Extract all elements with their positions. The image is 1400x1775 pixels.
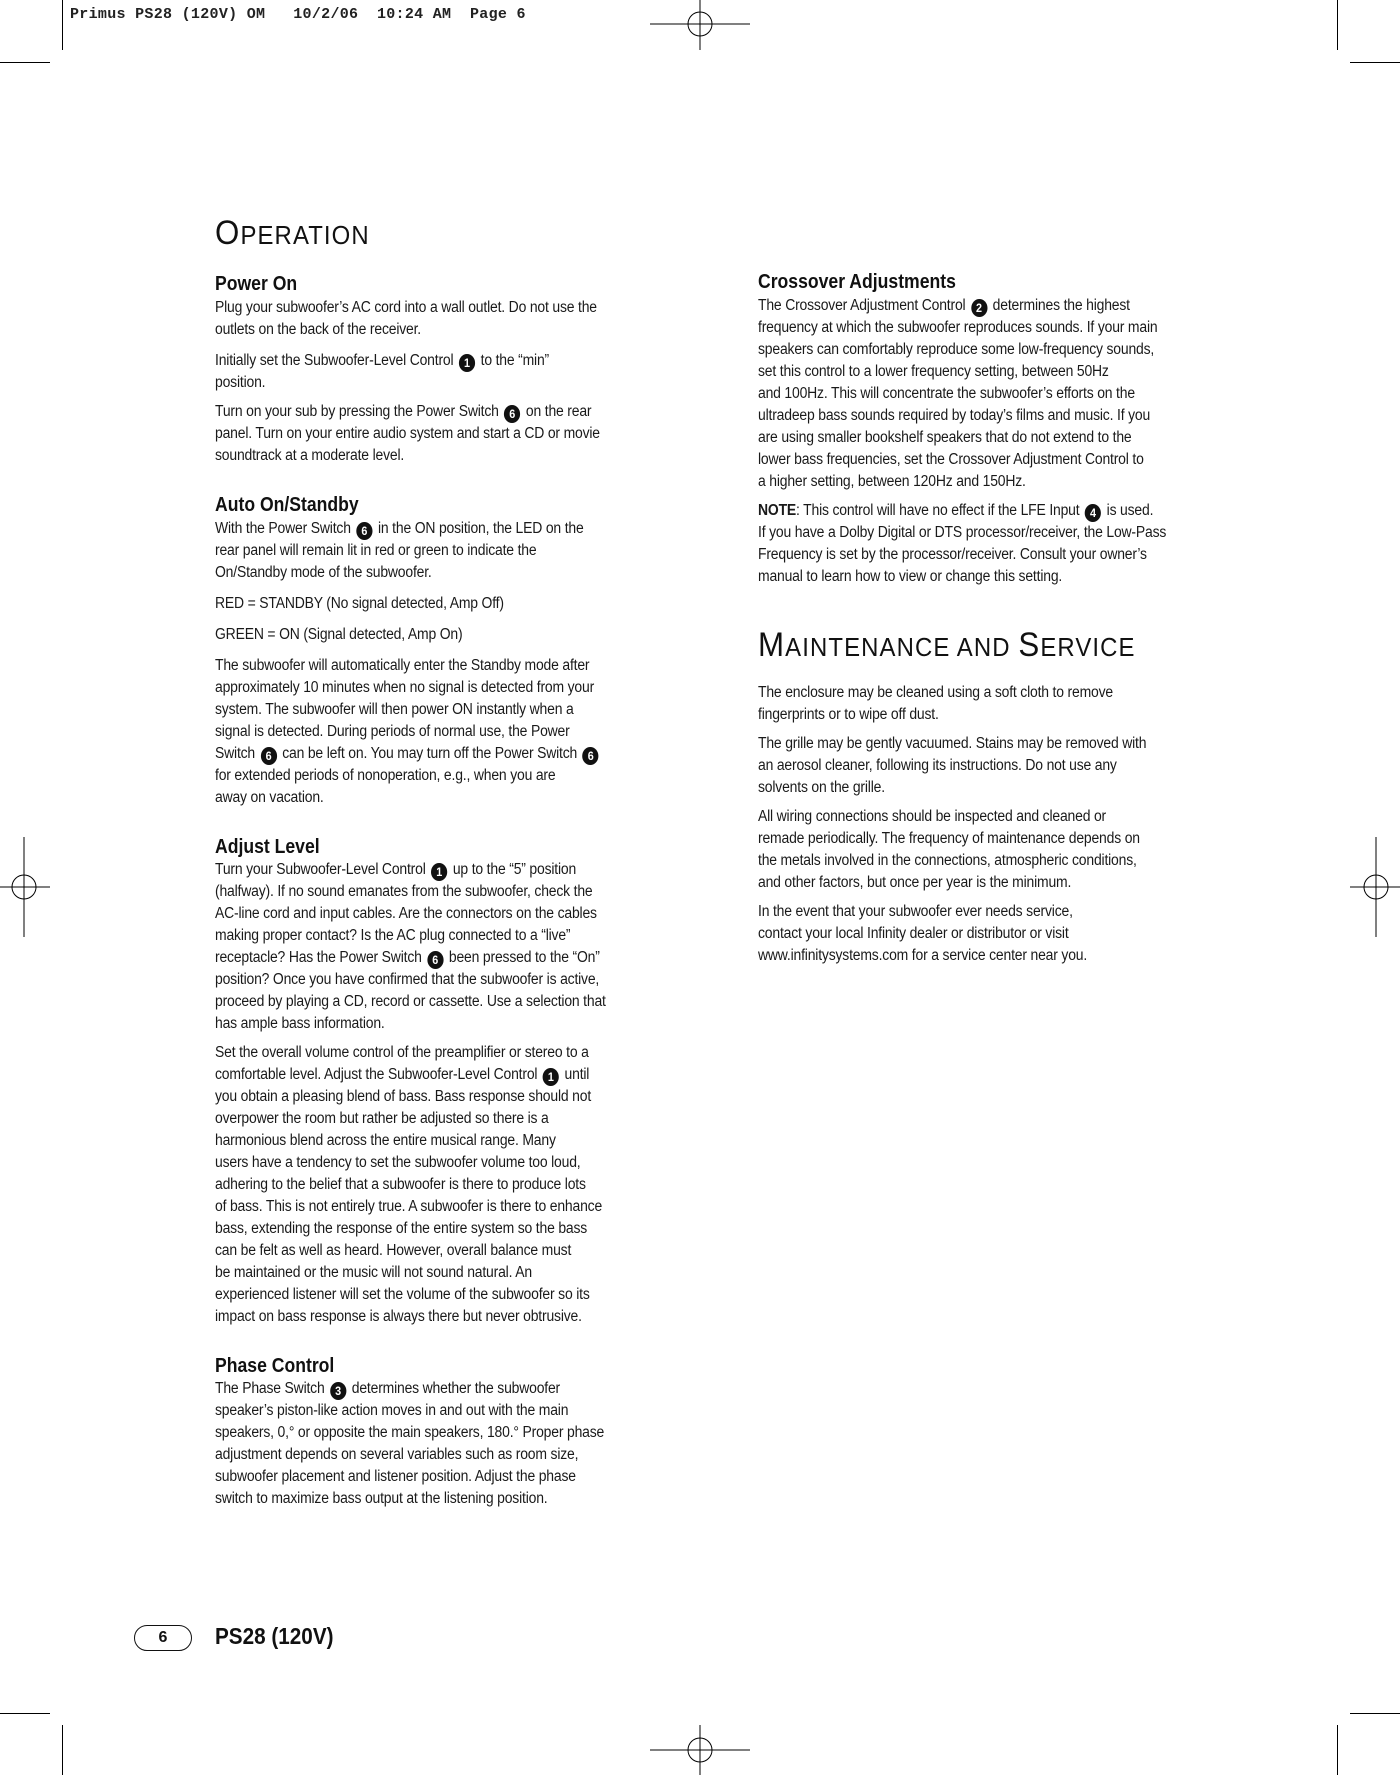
crop-mark [1350, 62, 1400, 63]
print-slug-line: Primus PS28 (120V) OM 10/2/06 10:24 AM Page 6 [70, 6, 526, 23]
page-number-badge: 6 [134, 1625, 192, 1651]
power-on-paragraph-1: Plug your subwoofer’s AC cord into a wall outlet. Do not use the outlets on the back of the receiver. [215, 299, 597, 338]
power-on-heading: Power On [215, 273, 298, 295]
power-on-paragraph-2: Initially set the Subwoofer-Level Control 1 to the “min” position. [215, 352, 550, 391]
callout-6-icon: 6 [504, 405, 520, 423]
maintenance-paragraph-2: The grille may be gently vacuumed. Stains may be removed with an aerosol cleaner, following its instructions. Do not use any solvents on the grille. [758, 735, 1147, 796]
registration-mark-icon [0, 837, 100, 937]
callout-1-icon: 1 [543, 1068, 559, 1086]
callout-1-icon: 1 [431, 863, 447, 881]
callout-3-icon: 3 [330, 1382, 346, 1400]
auto-on-paragraph-2: The subwoofer will automatically enter the Standby mode after approximately 10 minutes when no signal is detected from your system. The subwoofer will then power ON instantly when a signal is detected. During periods of normal use, the Power Switch 6 can be left on. You may turn off the Power Switch 6 for extended periods of nonoperation, e.g., when you are away on vacation. [215, 655, 643, 809]
callout-4-icon: 4 [1085, 504, 1101, 522]
auto-on-standby-heading: Auto On/Standby [215, 494, 359, 516]
adjust-level-paragraph-2: Set the overall volume control of the preamplifier or stereo to a comfortable level. Adjust the Subwoofer-Level Control 1 until you obtain a pleasing blend of bass. Bass response should not overpower the room but rather be adjusted so there is a harmonious blend across the entire musical range. Many users have a tendency to set the subwoofer volume too loud, adhering to the belief that a subwoofer is there to produce lots of bass. This is not entirely true. A subwoofer is there to enhance bass, extending the response of the entire system so the bass can be felt as well as heard. However, overall balance must be maintained or the music will not sound natural. An experienced listener will set the volume of the subwoofer so its impact on bass response is always there but never obtrusive. [215, 1044, 603, 1325]
registration-mark-icon [1300, 837, 1400, 937]
crop-mark [1350, 1713, 1400, 1714]
callout-6-icon: 6 [356, 522, 372, 540]
led-red-status: RED = STANDBY (No signal detected, Amp Off) [215, 595, 504, 612]
callout-6-icon: 6 [583, 747, 599, 765]
maintenance-and-service-title: MAINTENANCE AND SERVICE [758, 626, 1136, 664]
phase-control-heading: Phase Control [215, 1355, 335, 1377]
crossover-note: NOTE: This control will have no effect if the LFE Input 4 is used. If you have a Dolby Digital or DTS processor/receiver, the Low-Pass Frequency is set by the processor/receiver. Consult your owner’s manual to learn how to view or change this setting. [758, 502, 1167, 585]
note-label: NOTE [758, 502, 797, 519]
crop-mark [0, 1713, 50, 1714]
registration-mark-icon [650, 0, 750, 100]
adjust-level-heading: Adjust Level [215, 836, 320, 858]
maintenance-paragraph-3: All wiring connections should be inspected and cleaned or remade periodically. The frequency of maintenance depends on the metals involved in the connections, atmospheric conditions, and other factors, but once per year is the minimum. [758, 808, 1140, 891]
maintenance-paragraph-4: In the event that your subwoofer ever needs service, contact your local Infinity dealer or distributor or visit www.infinitysystems.com for a service center near you. [758, 903, 1088, 964]
auto-on-paragraph-1: With the Power Switch 6 in the ON position, the LED on the rear panel will remain lit in red or green to indicate the On/Standby mode of the subwoofer. [215, 520, 584, 581]
crossover-paragraph: The Crossover Adjustment Control 2 determines the highest frequency at which the subwoofer reproduces sounds. If your main speakers can comfortably reproduce some low-frequency sounds, set this control to a lower frequency setting, between 50Hz and 100Hz. This will concentrate the subwoofer’s efforts on the ultradeep bass sounds required by today’s films and music. If you are using smaller bookshelf speakers that do not extend to the lower bass frequencies, set the Crossover Adjustment Control to a higher setting, between 120Hz and 150Hz. [758, 297, 1158, 490]
maintenance-paragraph-1: The enclosure may be cleaned using a soft cloth to remove fingerprints or to wipe off dust. [758, 684, 1113, 723]
crop-mark [62, 0, 63, 50]
power-on-paragraph-3: Turn on your sub by pressing the Power Switch 6 on the rear panel. Turn on your entire audio system and start a CD or movie soundtrack at a moderate level. [215, 403, 600, 464]
crop-mark [1337, 0, 1338, 50]
callout-6-icon: 6 [261, 747, 277, 765]
crop-mark [62, 1725, 63, 1775]
phase-control-paragraph: The Phase Switch 3 determines whether the subwoofer speaker’s piston-like action moves in and out with the main speakers, 0,° or opposite the main speakers, 180.° Proper phase adjustment depends on several variables such as room size, subwoofer placement and listener position. Adjust the phase switch to maximize bass output at the listening position. [215, 1380, 605, 1507]
registration-mark-icon [650, 1675, 750, 1775]
callout-6-icon: 6 [427, 951, 443, 969]
callout-1-icon: 1 [459, 354, 475, 372]
callout-2-icon: 2 [971, 299, 987, 317]
adjust-level-paragraph-1: Turn your Subwoofer-Level Control 1 up to the “5” position (halfway). If no sound emanates from the subwoofer, check the AC-line cord and input cables. Are the connectors on the cables making proper contact? Is the AC plug connected to a “live” receptacle? Has the Power Switch 6 been pressed to the “On” position? Once you have confirmed that the subwoofer is active, proceed by playing a CD, record or cassette. Use a selection that has ample bass information. [215, 861, 606, 1032]
led-green-status: GREEN = ON (Signal detected, Amp On) [215, 626, 463, 643]
crossover-adjustments-heading: Crossover Adjustments [758, 271, 956, 293]
crop-mark [0, 62, 50, 63]
operation-title: OPERATION [215, 214, 370, 252]
footer-model-title: PS28 (120V) [215, 1623, 334, 1649]
crop-mark [1337, 1725, 1338, 1775]
